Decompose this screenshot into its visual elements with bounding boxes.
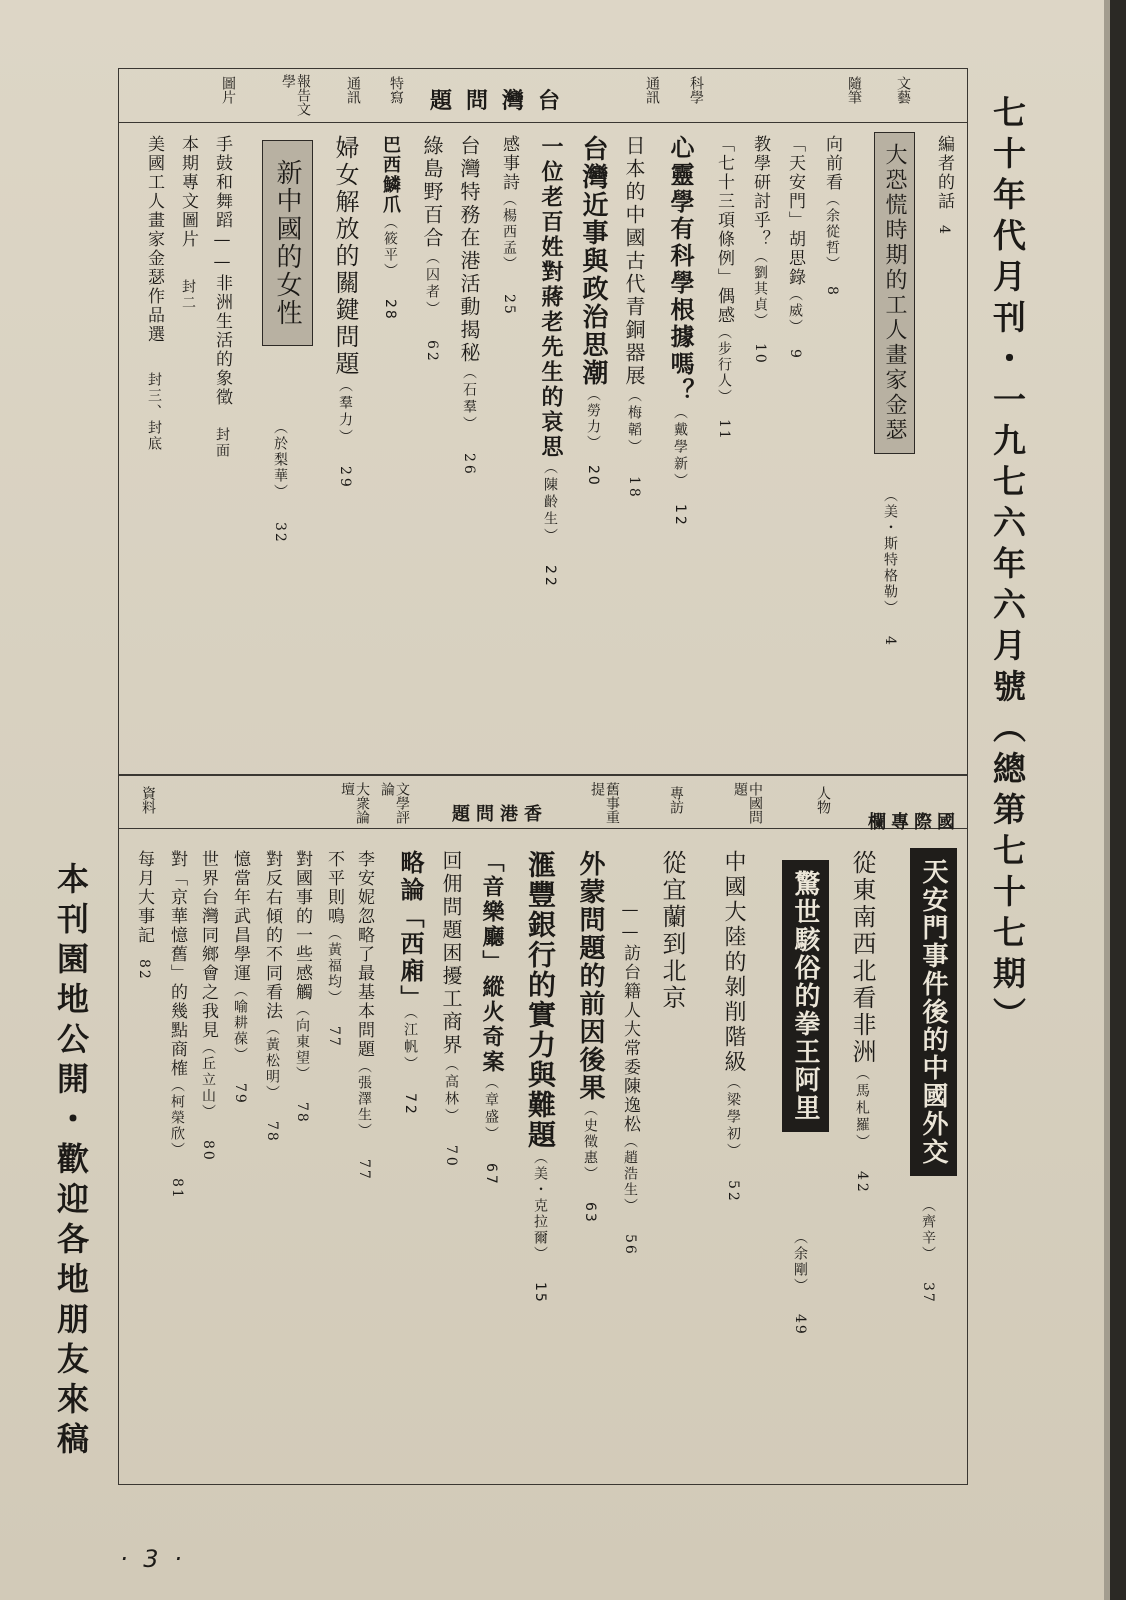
toc-title: 從東南西北看非洲 [848, 850, 876, 1066]
toc-forum-1[interactable] [352, 850, 377, 1181]
toc-author: （楊西孟） [501, 192, 517, 272]
toc-author: （羣力） [337, 378, 353, 446]
toc-title: 李安妮忽略了最基本問題 [354, 850, 374, 1059]
toc-title: 天安門事件後的中國外交 [918, 858, 948, 1166]
toc-author: （柯榮欣） [169, 1078, 185, 1158]
toc-page: 63 [582, 1202, 598, 1224]
toc-page: 78 [294, 1102, 310, 1124]
category-suibi: 隨筆 [846, 76, 862, 104]
category-tongxun: 通訊 [644, 76, 660, 104]
toc-page: 22 [542, 565, 558, 589]
toc-page: 52 [725, 1180, 741, 1204]
toc-author: （丘立山） [200, 1040, 216, 1120]
toc-page: 70 [443, 1145, 459, 1169]
toc-women-author [270, 420, 290, 544]
toc-forum-7[interactable] [165, 850, 190, 1200]
toc-picture-2[interactable] [176, 135, 201, 311]
toc-author: （戴學新） [672, 405, 688, 490]
toc-forum-2[interactable] [322, 850, 347, 1048]
toc-author: （江帆） [402, 1012, 418, 1073]
upper-header-divider [118, 122, 968, 123]
category-lit: 文學評論 [379, 782, 410, 824]
masthead-title-text: 七十年代月刊・一九七六年六月號 [988, 95, 1027, 710]
toc-hk-2[interactable] [476, 850, 507, 1187]
toc-forum-4[interactable] [260, 850, 285, 1143]
toc-page: 封二 [180, 279, 196, 311]
toc-title: 教學研討乎？ [750, 135, 770, 249]
toc-author: （陳齡生） [542, 460, 558, 545]
toc-author: （馬札羅） [854, 1066, 870, 1151]
toc-women-boxed[interactable] [262, 140, 313, 346]
toc-author: （張澤生） [356, 1059, 372, 1139]
toc-page: 4 [882, 636, 898, 647]
toc-page: 10 [752, 343, 768, 365]
toc-title: 對反右傾的不同看法 [262, 850, 282, 1021]
page-number: · 3 · [120, 1545, 186, 1573]
toc-title: 每月大事記 [134, 850, 154, 945]
toc-title: 綠島野百合 [420, 135, 444, 250]
category-forum: 大衆論壇 [339, 782, 370, 824]
toc-page: 29 [337, 466, 353, 490]
toc-page: 12 [672, 504, 688, 528]
toc-lit[interactable] [393, 850, 428, 1117]
toc-title: 本期專文圖片 [178, 135, 198, 249]
category-taiwan: 台灣問題 [430, 89, 575, 114]
toc-title: 不平則鳴 [324, 850, 344, 926]
toc-title: 憶當年武昌學運 [230, 850, 250, 983]
toc-subtitle: ——訪台籍人大常委陳逸松 [620, 900, 640, 1134]
toc-page: 37 [920, 1282, 936, 1304]
toc-page: 15 [532, 1282, 548, 1304]
toc-title: 「天安門」胡思錄 [785, 135, 805, 287]
category-hk: 香港問題 [452, 804, 548, 825]
toc-essay-4[interactable] [712, 135, 737, 441]
toc-title: 滙豐銀行的實力與難題 [524, 850, 557, 1150]
toc-history[interactable] [572, 850, 609, 1224]
toc-author: （史徵惠） [582, 1102, 598, 1182]
toc-author: （勞力） [585, 387, 601, 451]
lower-header-divider [118, 828, 968, 829]
toc-taiwan-1[interactable] [575, 135, 612, 487]
toc-hk-3[interactable] [437, 850, 466, 1169]
toc-title: 「七十三項條例」偶感 [714, 135, 734, 325]
toc-forum-5[interactable] [228, 850, 253, 1105]
toc-title: 「音樂廳」縱火奇案 [479, 850, 504, 1075]
category-history: 舊事重提 [589, 782, 620, 824]
category-pictures: 圖片 [220, 76, 236, 104]
toc-author: （章盛） [483, 1075, 499, 1143]
toc-author: （美・克拉爾） [532, 1150, 548, 1262]
toc-title: 中國大陸的剝削階級 [721, 850, 746, 1075]
toc-title: 編者的話 [934, 135, 954, 211]
toc-page: 18 [626, 476, 642, 500]
category-wenyi: 文藝 [895, 76, 911, 104]
side-banner: 本刊園地公開・歡迎各地朋友來稿 [52, 862, 90, 1462]
category-tongxun-2: 通訊 [345, 76, 361, 104]
toc-author: （劉其貞） [752, 249, 768, 329]
toc-author: （向東望） [294, 1002, 310, 1082]
toc-taiwan-3[interactable] [497, 135, 522, 316]
toc-page: 79 [232, 1083, 248, 1105]
toc-title: 大恐慌時期的工人畫家金瑟 [882, 143, 907, 443]
toc-intl-2[interactable] [845, 850, 880, 1195]
toc-page: 49 [792, 1314, 808, 1336]
toc-page: 32 [272, 522, 288, 544]
toc-page: 11 [716, 419, 732, 441]
toc-author: （梅韜） [626, 388, 642, 456]
toc-page: 28 [382, 299, 398, 321]
toc-essay-1[interactable] [820, 135, 845, 297]
toc-person-boxed[interactable] [782, 860, 829, 1132]
toc-taiwan-4[interactable] [455, 135, 484, 477]
toc-title: 略論「西廂」 [396, 850, 424, 1012]
toc-page: 封面 [214, 427, 230, 459]
toc-title: 感事詩 [499, 135, 519, 192]
toc-author: （喻耕葆） [232, 983, 248, 1063]
toc-interview-sub [618, 900, 643, 1256]
category-texie: 特寫 [388, 76, 404, 104]
toc-author: （余從哲） [824, 192, 840, 272]
toc-title: 從宜蘭到北京 [658, 850, 686, 1012]
toc-interview[interactable] [655, 850, 690, 1012]
category-intl: 國際專欄 [868, 812, 960, 833]
toc-title: 對「京華憶舊」的幾點商榷 [167, 850, 187, 1078]
toc-intl-1-author [918, 1198, 938, 1304]
toc-page: 77 [356, 1159, 372, 1181]
toc-page: 25 [501, 294, 517, 316]
toc-title: 對國事的一些感觸 [292, 850, 312, 1002]
toc-science[interactable] [663, 135, 698, 528]
category-data: 資料 [140, 786, 156, 814]
toc-author: （步行人） [716, 325, 732, 405]
toc-essay-2[interactable] [783, 135, 808, 360]
toc-author: （美・斯特格勒） [882, 488, 898, 616]
toc-title: 一位老百姓對蔣老先生的哀思 [538, 135, 563, 460]
toc-title: 回佣問題困擾工商界 [439, 850, 463, 1057]
toc-taiwan-2[interactable] [535, 135, 566, 589]
toc-title: 手鼓和舞蹈——非洲生活的象徵 [212, 135, 232, 407]
toc-forum-3[interactable] [290, 850, 315, 1124]
toc-author: （威） [787, 287, 803, 335]
toc-author: （囚者） [424, 250, 440, 318]
toc-page: 82 [136, 959, 152, 981]
category-report: 報告文學 [280, 74, 311, 116]
toc-picture-1[interactable] [210, 135, 235, 459]
toc-page: 8 [824, 286, 840, 297]
toc-author: （趙浩生） [622, 1134, 638, 1214]
category-person: 人物 [815, 786, 831, 814]
toc-person-author [790, 1230, 810, 1336]
toc-brazil[interactable] [377, 135, 403, 321]
toc-title: 婦女解放的關鍵問題 [331, 135, 359, 378]
toc-page: 72 [402, 1093, 418, 1117]
toc-title: 台灣近事與政治思潮 [578, 135, 608, 387]
toc-page: 77 [326, 1026, 342, 1048]
toc-essay-3[interactable] [748, 135, 773, 365]
toc-china[interactable] [718, 850, 749, 1204]
toc-author: （梁學初） [725, 1075, 741, 1160]
toc-hk-1[interactable] [520, 850, 560, 1304]
toc-title: 驚世駭俗的拳王阿里 [790, 870, 820, 1122]
toc-women-liberation[interactable] [328, 135, 363, 490]
toc-page: 56 [622, 1234, 638, 1256]
toc-feature-boxed[interactable] [874, 132, 915, 454]
toc-page: 62 [424, 340, 440, 364]
toc-forum-6[interactable] [196, 850, 221, 1162]
toc-page: 81 [169, 1178, 185, 1200]
toc-page: 26 [461, 453, 477, 477]
toc-title: 新中國的女性 [272, 159, 302, 327]
toc-author: （余剛） [792, 1230, 808, 1294]
toc-title: 日本的中國古代青銅器展 [622, 135, 646, 388]
toc-page: 67 [483, 1163, 499, 1187]
category-kexue: 科學 [688, 76, 704, 104]
toc-picture-3[interactable] [142, 135, 167, 452]
toc-title: 心靈學有科學根據嗎？ [666, 135, 694, 405]
toc-title: 台灣特務在港活動揭秘 [457, 135, 481, 365]
toc-page: 4 [936, 225, 952, 236]
toc-title: 向前看 [822, 135, 842, 192]
toc-author: （筱平） [382, 215, 398, 279]
category-interview: 專訪 [668, 786, 684, 814]
toc-page: 9 [787, 349, 803, 360]
toc-page: 封三、封底 [146, 372, 162, 452]
toc-page: 42 [854, 1171, 870, 1195]
toc-page: 78 [264, 1121, 280, 1143]
toc-editor-note[interactable] [932, 135, 957, 236]
toc-taiwan-5[interactable] [418, 135, 447, 364]
binding-edge [1110, 0, 1126, 1600]
toc-bronze[interactable] [620, 135, 649, 500]
masthead-title [984, 95, 1031, 1038]
toc-author: （石羣） [461, 365, 477, 433]
toc-title: 外蒙問題的前因後果 [575, 850, 605, 1102]
toc-author: （黃松明） [264, 1021, 280, 1101]
toc-author: （高林） [443, 1057, 459, 1125]
toc-feature-author [880, 488, 900, 647]
toc-title: 巴西鱗爪 [380, 135, 401, 215]
toc-title: 美國工人畫家金瑟作品選 [144, 135, 164, 344]
toc-data[interactable] [132, 850, 157, 981]
toc-author: （於梨華） [272, 420, 288, 500]
toc-title: 世界台灣同鄉會之我見 [198, 850, 218, 1040]
toc-intl-boxed[interactable] [910, 848, 957, 1176]
toc-page: 80 [200, 1140, 216, 1162]
toc-author: （黃福均） [326, 926, 342, 1006]
masthead-issue: （總第七十七期） [988, 710, 1027, 1038]
toc-author: （齊辛） [920, 1198, 936, 1262]
toc-page: 20 [585, 465, 601, 487]
category-china: 中國問題 [732, 782, 763, 824]
